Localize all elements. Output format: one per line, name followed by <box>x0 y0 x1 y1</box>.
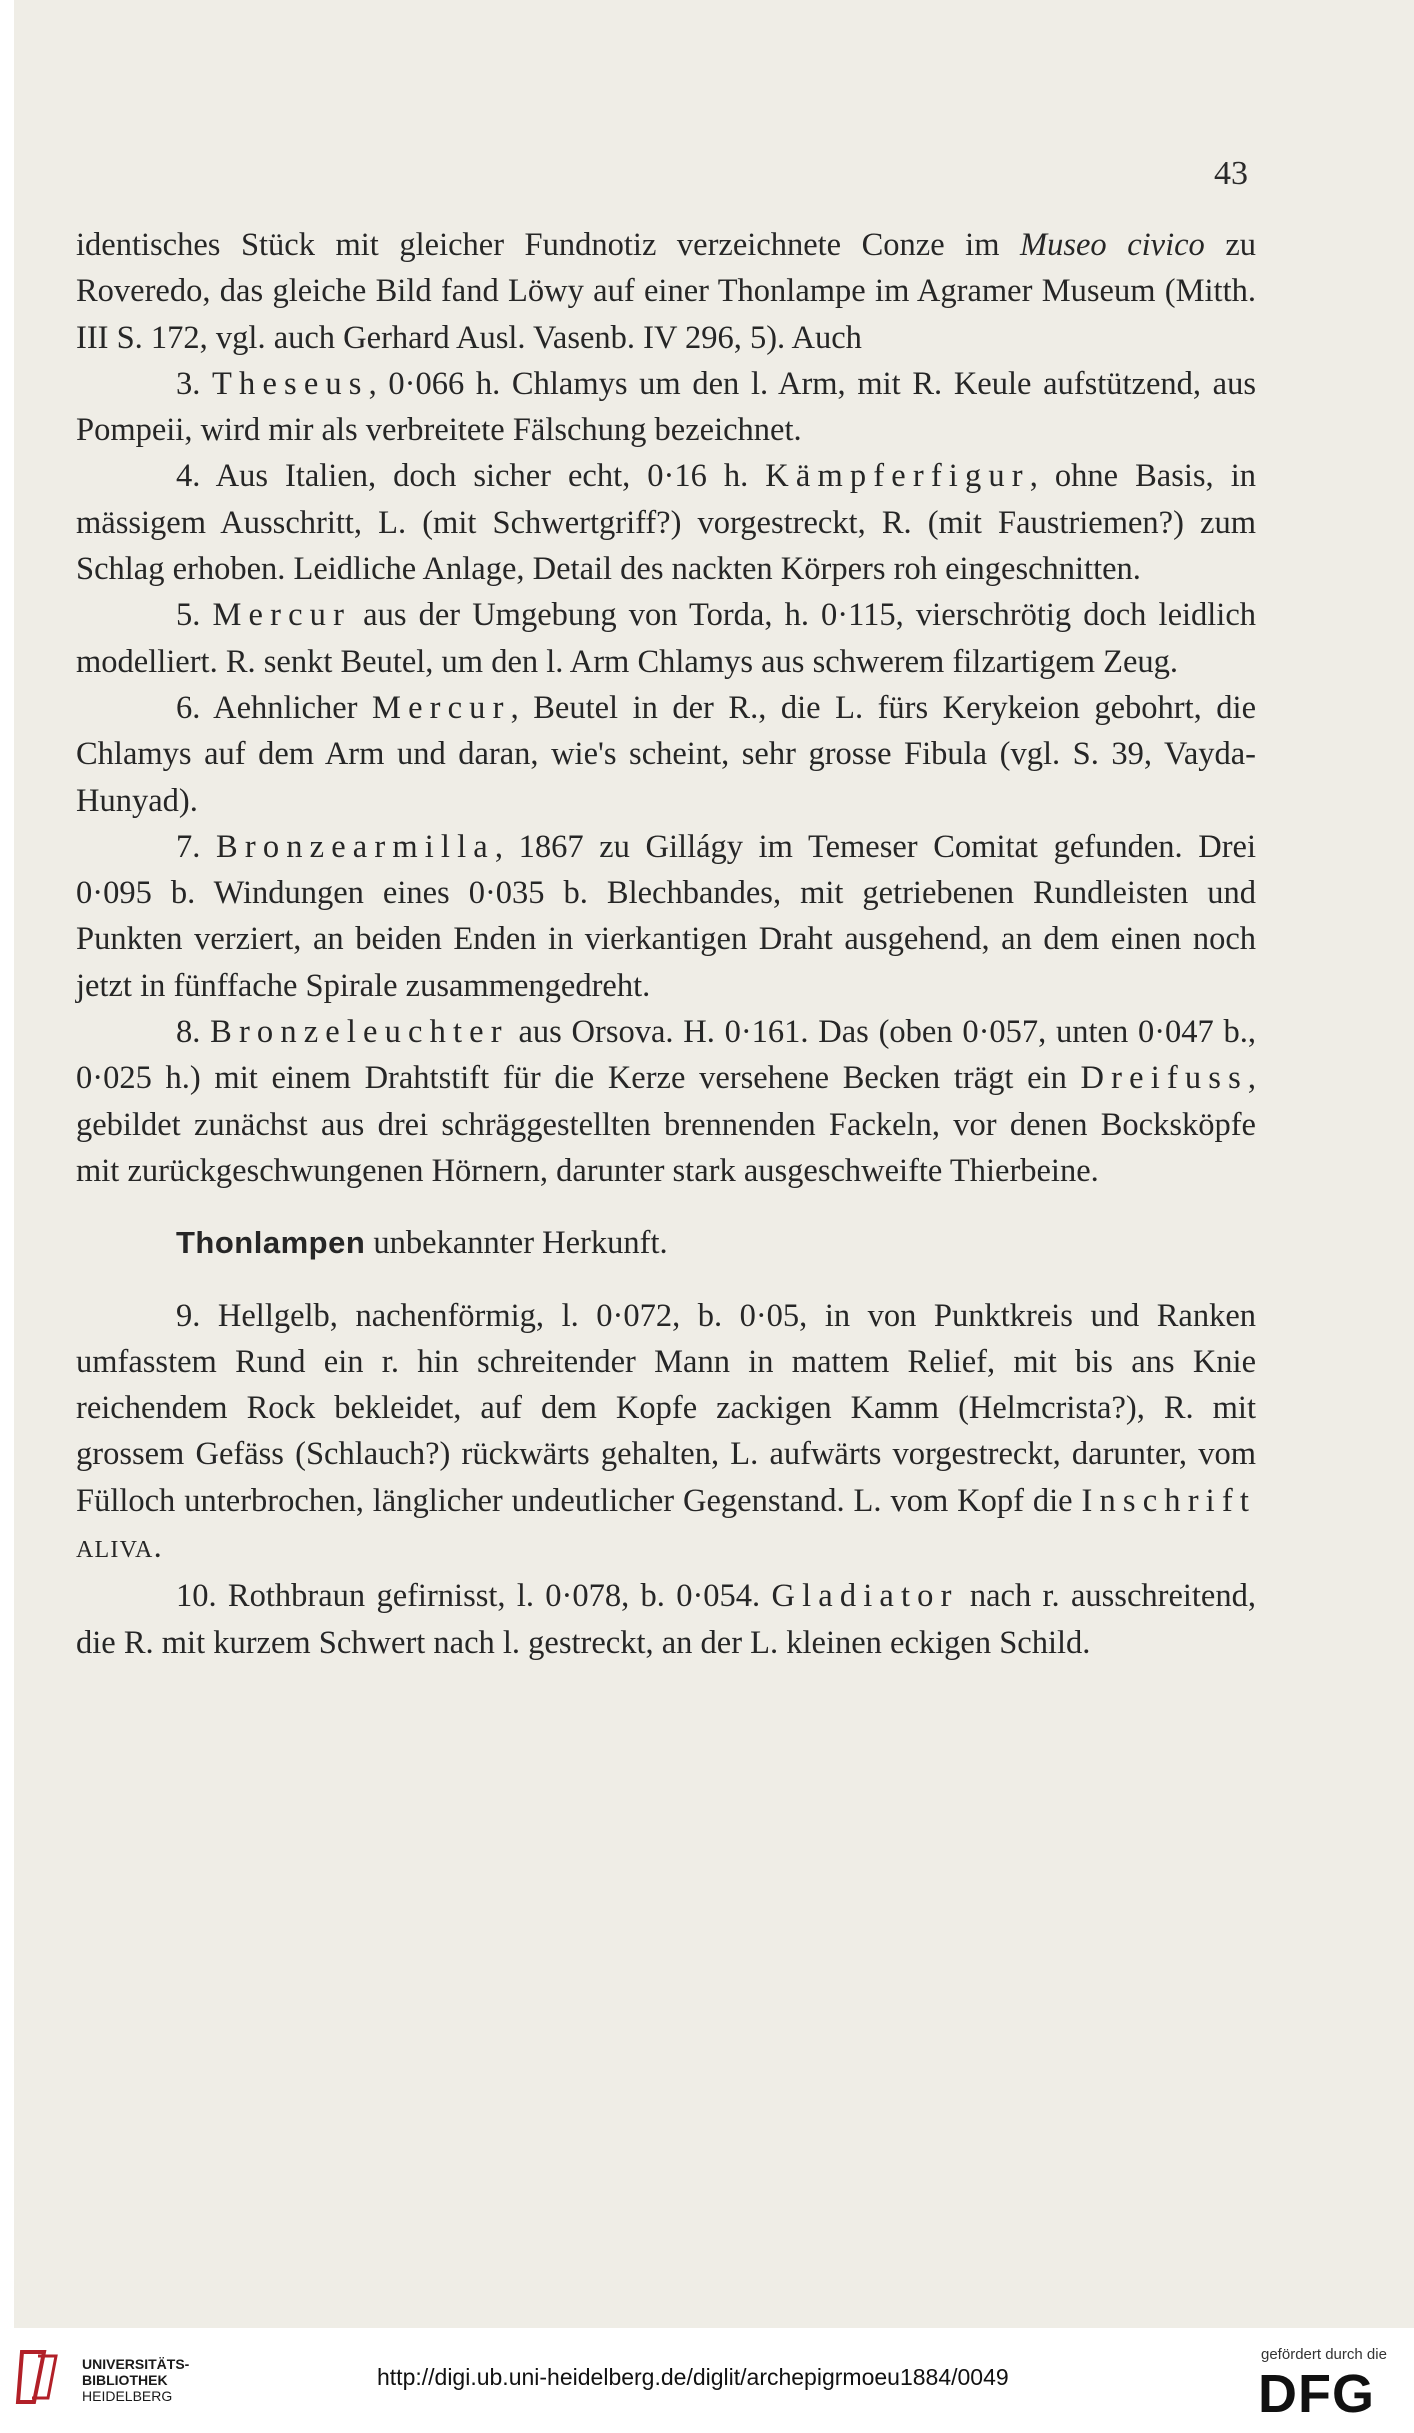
university-name-line2: BIBLIOTHEK <box>82 2372 168 2388</box>
paragraph <box>76 592 1256 685</box>
entries-first <box>76 222 1256 1194</box>
text-run: 7. <box>176 828 217 865</box>
emphasized-text: ALIVA <box>76 1537 154 1564</box>
paragraph <box>76 1009 1256 1194</box>
emphasized-text: Kämpferfigur <box>765 458 1030 495</box>
emphasized-text: Theseus <box>212 365 369 402</box>
emphasized-text: Dreifuss <box>1080 1060 1248 1097</box>
section-heading <box>76 1220 1256 1266</box>
paragraph <box>76 222 1256 361</box>
paragraph <box>76 1293 1256 1574</box>
text-run: 3. <box>176 365 213 402</box>
paragraph <box>76 453 1256 592</box>
emphasized-text: Mercur <box>372 689 511 726</box>
paragraph <box>76 361 1256 454</box>
funding-note: gefördert durch die <box>1261 2346 1387 2363</box>
text-run: , 0·066 h. Chlamys um den l. Arm, mit R. Keule aufstützend, aus Pompeii, wird mir als verbreitete Fälschung bezeichnet. <box>76 365 1257 449</box>
text-run: , ohne Basis, in mässigem Ausschritt, L. (mit Schwertgriff?) vorgestreckt, R. (mit Faustriemen?) zum Schlag erhoben. Leidliche Anlage, Detail des nackten Körpers roh eingeschnitten. <box>76 458 1256 588</box>
text-run: 9. Hellgelb, nachenförmig, l. 0·072, b. 0·05, in von Punktkreis und Ranken umfasstem Rund ein r. hin schreitender Mann in mattem Relief, mit bis ans Knie reichendem Rock bekleidet, auf dem Kopfe zackigen Kamm (Helmcrista?), R. mit grossem Gefäss (Schlauch?) rückwärts gehalten, L. aufwärts vorgestreckt, darunter, vom Fülloch unterbrochen, länglicher undeutlicher Gegenstand. L. vom Kopf die <box>76 1297 1256 1519</box>
emphasized-text: Museo civico <box>1020 227 1205 263</box>
text-run: 8. <box>176 1014 211 1051</box>
permalink-url[interactable]: http://digi.ub.uni-heidelberg.de/diglit/archepigrmoeu1884/0049 <box>377 2364 1009 2390</box>
dfg-logo: DFG <box>1258 2364 1375 2424</box>
paragraph <box>76 685 1256 824</box>
text-run: . <box>153 1529 162 1566</box>
emphasized-text: Inschrift <box>1081 1482 1256 1519</box>
text-run: aus Orsova. H. 0·161. Das (oben 0·057, unten 0·047 b., 0·025 h.) mit einem Drahtstift für die Kerze versehene Becken trägt ein <box>76 1014 1257 1097</box>
page-number: 43 <box>1214 155 1248 192</box>
text-run: 5. <box>176 597 213 634</box>
text-run: 4. Aus Italien, doch sicher echt, 0·16 h. <box>176 458 766 495</box>
text-run: , 1867 zu Gillágy im Temeser Comitat gefunden. Drei 0·095 b. Windungen eines 0·035 b. Blechbandes, mit getriebenen Rundleisten und Punkten verziert, an beiden Enden in vierkantigen Draht ausgehend, an dem einen noch jetzt in fünffache Spirale zusammengedreht. <box>76 828 1257 1004</box>
university-name-line3: HEIDELBERG <box>82 2388 173 2404</box>
text-run: 10. Rothbraun gefirnisst, l. 0·078, b. 0·054. <box>176 1578 772 1615</box>
text-run: unbekannter Herkunft. <box>365 1225 668 1262</box>
paragraph <box>76 1573 1256 1666</box>
page-body <box>76 222 1256 1666</box>
emphasized-text: Bronzeleuchter <box>210 1014 509 1051</box>
text-run: identisches Stück mit gleicher Fundnotiz verzeichnete Conze im <box>76 227 1021 263</box>
text-run: nach r. ausschreitend, die R. mit kurzem Schwert nach l. gestreckt, an der L. kleinen eckigen Schild. <box>76 1578 1256 1661</box>
entries-second <box>76 1293 1256 1666</box>
text-run: , gebildet zunächst aus drei schräggestellten brennenden Fackeln, vor denen Bocksköpfe mit zurückgeschwungenen Hörnern, darunter stark ausgeschweifte Thierbeine. <box>76 1060 1256 1189</box>
university-name <box>82 2356 189 2404</box>
university-name-line1: UNIVERSITÄTS- <box>82 2356 190 2372</box>
university-logo-icon <box>14 2346 60 2408</box>
scanned-page <box>14 0 1414 2328</box>
text-run: , Beutel in der R., die L. fürs Kerykeion gebohrt, die Chlamys auf dem Arm und daran, wie's scheint, sehr grosse Fibula (vgl. S. 39, Vayda-Hunyad). <box>76 689 1256 819</box>
emphasized-text: Gladiator <box>771 1578 959 1615</box>
text-run: 6. Aehnlicher <box>176 689 373 726</box>
text-run: zu Roveredo, das gleiche Bild fand Löwy auf einer Thonlampe im Agramer Museum (Mitth. III S. 172, vgl. auch Gerhard Ausl. Vasenb. IV 296, 5). Auch <box>76 227 1256 356</box>
emphasized-text: Mercur <box>212 597 352 634</box>
text-run: aus der Umgebung von Torda, h. 0·115, vierschrötig doch leidlich modelliert. R. senkt Beutel, um den l. Arm Chlamys aus schwerem filzartigem Zeug. <box>76 597 1257 680</box>
paragraph <box>76 824 1256 1009</box>
emphasized-text: Bronzearmilla <box>216 828 495 865</box>
emphasized-text: Thonlampen <box>176 1225 366 1261</box>
